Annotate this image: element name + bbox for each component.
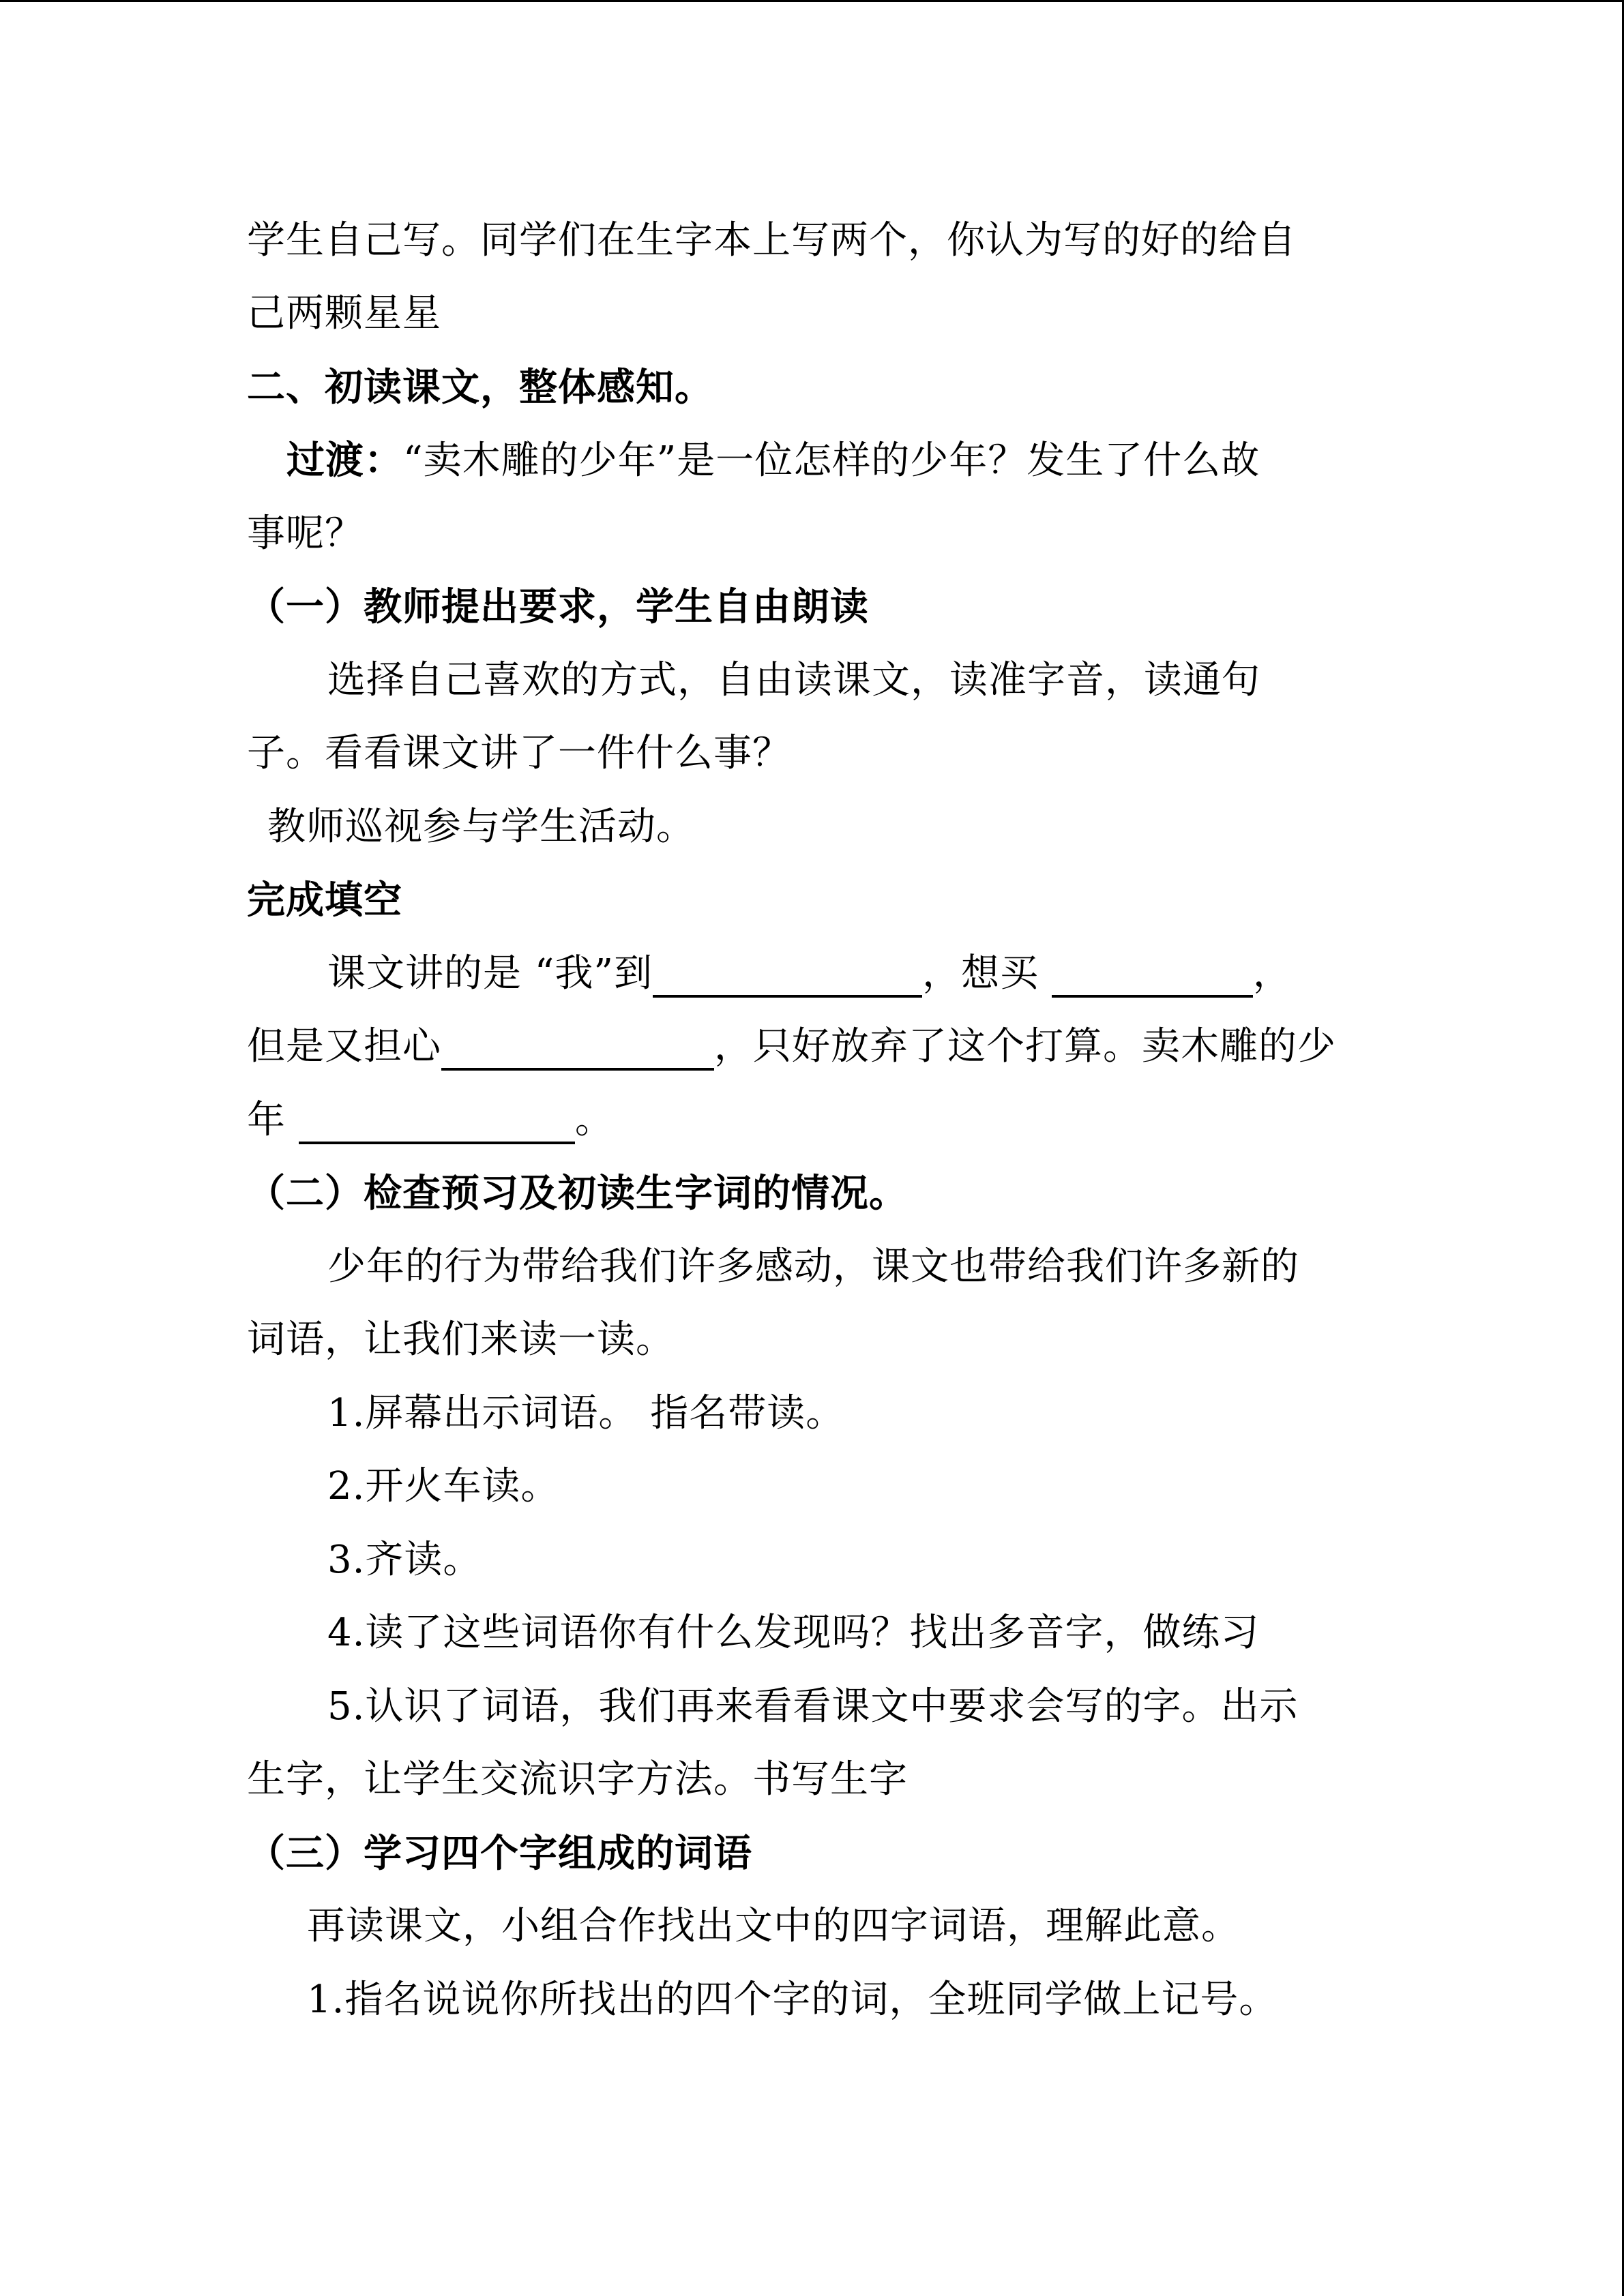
list-item: 1.屏幕出示词语。 指名带读。 <box>327 1391 845 1435</box>
list-item: 1.指名说说你所找出的四个字的词，全班同学做上记号。 <box>307 1978 1278 2022</box>
fill-in-blank[interactable] <box>653 959 922 998</box>
section-heading: 二、初读课文，整体感知。 <box>247 365 713 410</box>
page-top-border <box>0 0 1624 2</box>
subsection-heading: （二）检查预习及初读生字词的情况。 <box>247 1171 908 1216</box>
paragraph-line <box>286 436 1260 484</box>
paragraph-line: 教师巡视参与学生活动。 <box>267 805 695 849</box>
fill-in-text: ，想买 <box>922 951 1052 996</box>
paragraph-line: 子。看看课文讲了一件什么事？ <box>247 731 791 775</box>
paragraph-line: 词语，让我们来读一读。 <box>247 1317 675 1362</box>
paragraph-line: 选择自己喜欢的方式，自由读课文，读准字音，读通句 <box>327 658 1260 702</box>
fill-in-blank[interactable] <box>441 1032 714 1071</box>
transition-label: 过渡： <box>286 438 403 483</box>
fill-in-text: ， <box>1252 951 1292 996</box>
paragraph-line: 少年的行为带给我们许多感动，课文也带给我们许多新的 <box>327 1244 1299 1289</box>
fill-in-line <box>327 950 1292 998</box>
paragraph-line: 学生自己写。同学们在生字本上写两个，你认为写的好的给自 <box>247 218 1297 263</box>
fill-in-blank[interactable] <box>299 1106 575 1144</box>
subsection-heading: （一）教师提出要求，学生自由朗读 <box>247 584 869 629</box>
fill-in-text: 课文讲的是 “我”到 <box>327 951 653 996</box>
fill-in-line <box>247 1023 1336 1071</box>
paragraph-line: 己两颗星星 <box>247 291 441 336</box>
list-item: 5.认识了词语，我们再来看看课文中要求会写的字。出示 <box>327 1684 1299 1729</box>
fill-in-text: 年 <box>247 1098 299 1142</box>
list-item: 2.开火车读。 <box>327 1464 560 1508</box>
fill-in-text: 但是又担心 <box>247 1024 441 1069</box>
paragraph-line: 再读课文，小组合作找出文中的四字词语，理解此意。 <box>307 1904 1240 1948</box>
transition-text: “卖木雕的少年”是一位怎样的少年？发生了什么故 <box>403 438 1260 483</box>
subsection-heading: （三）学习四个字组成的词语 <box>247 1831 752 1876</box>
paragraph-line: 事呢？ <box>247 511 364 556</box>
list-item: 4.读了这些词语你有什么发现吗？找出多音字，做练习 <box>327 1611 1260 1655</box>
list-item: 3.齐读。 <box>327 1538 482 1582</box>
paragraph-line: 生字，让学生交流识字方法。书写生字 <box>247 1757 908 1802</box>
fill-in-text: 。 <box>574 1098 614 1142</box>
fill-in-line <box>247 1097 614 1144</box>
fill-in-heading: 完成填空 <box>247 878 402 923</box>
fill-in-blank[interactable] <box>1052 959 1253 998</box>
fill-in-text: ，只好放弃了这个打算。卖木雕的少 <box>714 1024 1336 1069</box>
